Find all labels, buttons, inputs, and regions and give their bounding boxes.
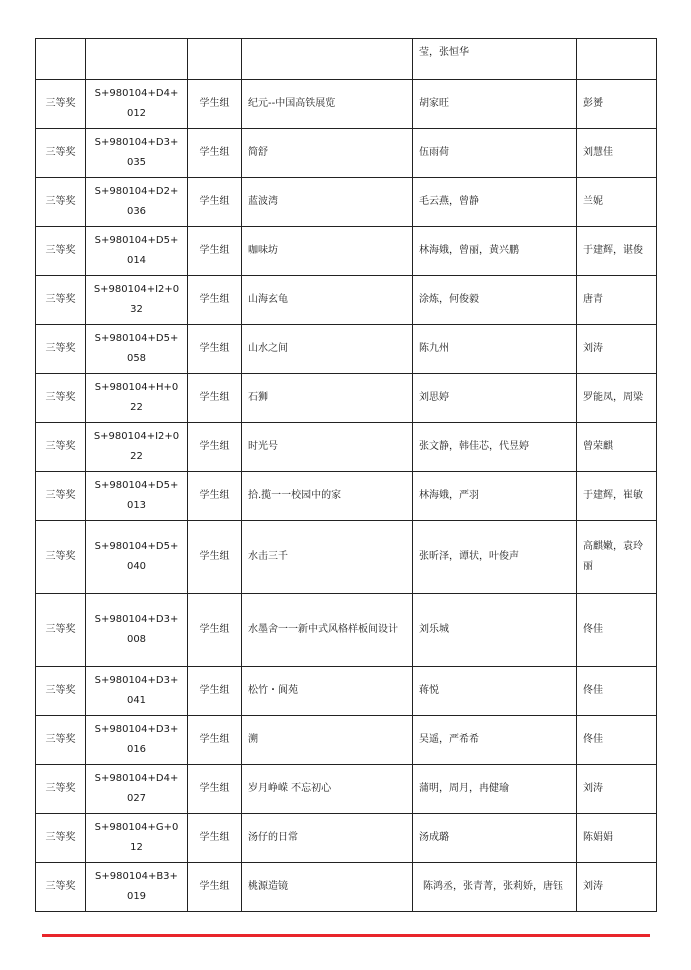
group-cell: 学生组 [188, 765, 242, 814]
code-cell: S+980104+D5+013 [86, 472, 188, 521]
code-cell: S+980104+D5+040 [86, 521, 188, 594]
advisor-cell: 刘涛 [577, 863, 657, 912]
group-cell: 学生组 [188, 472, 242, 521]
advisor-cell: 罗能凤，周梁 [577, 374, 657, 423]
advisor-cell: 曾荣麒 [577, 423, 657, 472]
authors-cell: 张昕泽，谭状，叶俊声 [413, 521, 577, 594]
code-cell: S+980104+D3+008 [86, 594, 188, 667]
award-cell: 三等奖 [36, 129, 86, 178]
table-row [36, 716, 657, 765]
code-cell: S+980104+D5+014 [86, 227, 188, 276]
authors-cell: 涂炼，何俊毅 [413, 276, 577, 325]
table-row [36, 227, 657, 276]
advisor-cell: 兰妮 [577, 178, 657, 227]
title-cell: 时光号 [242, 423, 413, 472]
advisor-cell: 佟佳 [577, 667, 657, 716]
code-cell: S+980104+B3+019 [86, 863, 188, 912]
advisor-cell: 佟佳 [577, 716, 657, 765]
code-cell: S+980104+D4+027 [86, 765, 188, 814]
authors-cell: 汤成璐 [413, 814, 577, 863]
table-row [36, 374, 657, 423]
title-cell: 山水之间 [242, 325, 413, 374]
award-cell: 三等奖 [36, 521, 86, 594]
authors-cell: 伍雨荷 [413, 129, 577, 178]
footer-red-rule [42, 934, 650, 937]
group-cell: 学生组 [188, 863, 242, 912]
code-cell: S+980104+D3+016 [86, 716, 188, 765]
authors-cell: 蒋悦 [413, 667, 577, 716]
table-row [36, 325, 657, 374]
authors-cell: 吴遥，严希希 [413, 716, 577, 765]
table-row [36, 863, 657, 912]
title-cell: 松竹・阆苑 [242, 667, 413, 716]
award-cell [36, 39, 86, 80]
title-cell: 水击三千 [242, 521, 413, 594]
advisor-cell: 佟佳 [577, 594, 657, 667]
award-cell: 三等奖 [36, 178, 86, 227]
award-cell: 三等奖 [36, 325, 86, 374]
group-cell: 学生组 [188, 276, 242, 325]
authors-cell: 莹，张恒华 [413, 39, 577, 80]
table-row [36, 667, 657, 716]
group-cell: 学生组 [188, 80, 242, 129]
code-cell: S+980104+D3+041 [86, 667, 188, 716]
table-row [36, 521, 657, 594]
award-cell: 三等奖 [36, 594, 86, 667]
group-cell: 学生组 [188, 178, 242, 227]
title-cell [242, 39, 413, 80]
group-cell: 学生组 [188, 129, 242, 178]
authors-cell: 陈鸿丞，张青菁，张莉娇，唐钰 [413, 863, 577, 912]
code-cell: S+980104+D4+012 [86, 80, 188, 129]
code-cell: S+980104+D2+036 [86, 178, 188, 227]
advisor-cell: 陈娟娟 [577, 814, 657, 863]
table-row [36, 80, 657, 129]
advisor-cell: 刘慧佳 [577, 129, 657, 178]
advisor-cell [577, 39, 657, 80]
authors-cell: 张文静，韩佳芯，代昱婷 [413, 423, 577, 472]
table-row [36, 276, 657, 325]
title-cell: 蓝波湾 [242, 178, 413, 227]
advisor-cell: 唐青 [577, 276, 657, 325]
authors-cell: 胡家旺 [413, 80, 577, 129]
awards-table [35, 38, 657, 912]
group-cell: 学生组 [188, 521, 242, 594]
advisor-cell: 刘涛 [577, 325, 657, 374]
code-cell: S+980104+G+012 [86, 814, 188, 863]
group-cell: 学生组 [188, 325, 242, 374]
group-cell: 学生组 [188, 814, 242, 863]
award-cell: 三等奖 [36, 667, 86, 716]
title-cell: 溯 [242, 716, 413, 765]
code-cell: S+980104+H+022 [86, 374, 188, 423]
code-cell: S+980104+D5+058 [86, 325, 188, 374]
code-cell: S+980104+I2+022 [86, 423, 188, 472]
table-row [36, 423, 657, 472]
title-cell: 山海玄龟 [242, 276, 413, 325]
table-row [36, 594, 657, 667]
code-cell: S+980104+D3+035 [86, 129, 188, 178]
award-cell: 三等奖 [36, 276, 86, 325]
authors-cell: 陈九州 [413, 325, 577, 374]
title-cell: 咖味坊 [242, 227, 413, 276]
table-row [36, 765, 657, 814]
award-cell: 三等奖 [36, 716, 86, 765]
group-cell [188, 39, 242, 80]
title-cell: 纪元--中国高铁展览 [242, 80, 413, 129]
authors-cell: 刘乐城 [413, 594, 577, 667]
title-cell: 岁月峥嵘 不忘初心 [242, 765, 413, 814]
award-cell: 三等奖 [36, 423, 86, 472]
authors-cell: 林海娥，严羽 [413, 472, 577, 521]
group-cell: 学生组 [188, 594, 242, 667]
title-cell: 简舒 [242, 129, 413, 178]
table-row [36, 129, 657, 178]
award-cell: 三等奖 [36, 227, 86, 276]
advisor-cell: 彭赟 [577, 80, 657, 129]
table-row [36, 814, 657, 863]
advisor-cell: 高麒嫩，袁玲丽 [577, 521, 657, 594]
group-cell: 学生组 [188, 374, 242, 423]
table-body [36, 39, 657, 912]
group-cell: 学生组 [188, 716, 242, 765]
authors-cell: 蒲明，周月，冉健瑜 [413, 765, 577, 814]
title-cell: 水墨舍一一新中式风格样板间设计 [242, 594, 413, 667]
award-cell: 三等奖 [36, 374, 86, 423]
group-cell: 学生组 [188, 227, 242, 276]
award-cell: 三等奖 [36, 814, 86, 863]
authors-cell: 刘思婷 [413, 374, 577, 423]
advisor-cell: 于建辉，崔敏 [577, 472, 657, 521]
table-row [36, 472, 657, 521]
title-cell: 桃源造镜 [242, 863, 413, 912]
title-cell: 拾.揽一一校园中的家 [242, 472, 413, 521]
title-cell: 汤仔的日常 [242, 814, 413, 863]
group-cell: 学生组 [188, 667, 242, 716]
authors-cell: 林海娥，曾丽，黄兴鹏 [413, 227, 577, 276]
award-cell: 三等奖 [36, 863, 86, 912]
award-cell: 三等奖 [36, 472, 86, 521]
advisor-cell: 于建辉，谌俊 [577, 227, 657, 276]
code-cell [86, 39, 188, 80]
award-cell: 三等奖 [36, 765, 86, 814]
authors-cell: 毛云燕，曾静 [413, 178, 577, 227]
advisor-cell: 刘涛 [577, 765, 657, 814]
award-cell: 三等奖 [36, 80, 86, 129]
group-cell: 学生组 [188, 423, 242, 472]
code-cell: S+980104+I2+032 [86, 276, 188, 325]
table-row [36, 178, 657, 227]
table-row [36, 39, 657, 80]
title-cell: 石狮 [242, 374, 413, 423]
